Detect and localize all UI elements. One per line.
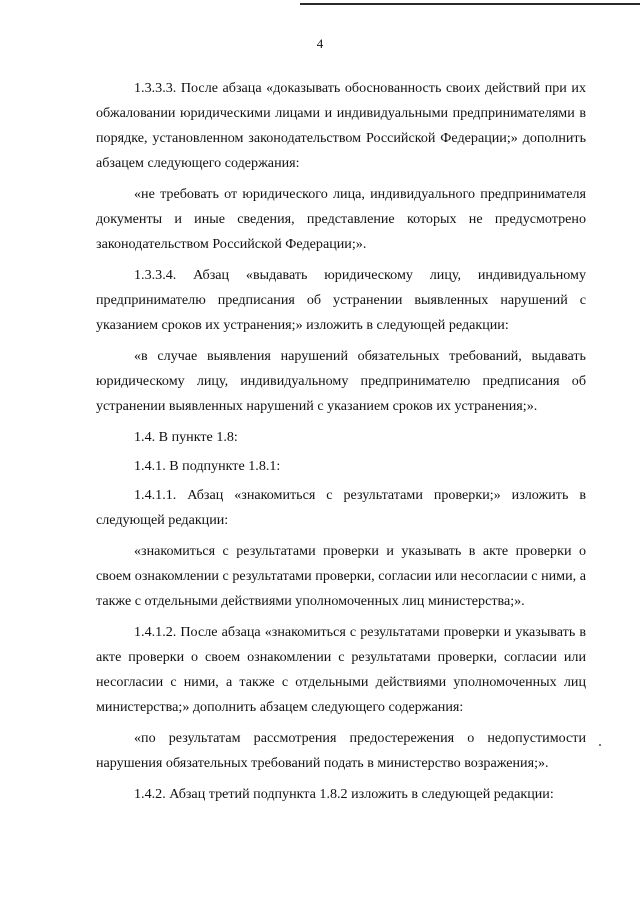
paragraph-1-4-1-2: 1.4.1.2. После абзаца «знакомиться с результатами проверки и указывать в акте проверки о своем ознакомлении с результатами проверки, согласии или несогласии с ними, а также с отдельными действиями уполномоченных лиц министерства;» дополнить абзацем следующего содержания:: [96, 624, 586, 715]
scan-edge-line: [300, 3, 640, 5]
paragraph-quote-2: «в случае выявления нарушений обязательных требований, выдавать юридическому лицу, индивидуальному предпринимателю предписания об устранении выявленных нарушений с указанием сроков их устранения;».: [96, 348, 586, 414]
paragraph-1-4-2: 1.4.2. Абзац третий подпункта 1.8.2 изложить в следующей редакции:: [134, 786, 554, 802]
paragraph-1-4-1: 1.4.1. В подпункте 1.8.1:: [134, 458, 281, 474]
scan-speck: [599, 744, 601, 746]
page-number: 4: [316, 36, 324, 51]
paragraph-1-4-1-1: 1.4.1.1. Абзац «знакомиться с результатами проверки;» изложить в следующей редакции:: [96, 487, 586, 528]
paragraph-1-3-3-4: 1.3.3.4. Абзац «выдавать юридическому лицу, индивидуальному предпринимателю предписания об устранении выявленных нарушений с указанием сроков их устранения;» изложить в следующей редакции:: [96, 267, 586, 333]
paragraph-quote-4: «по результатам рассмотрения предостережения о недопустимости нарушения обязательных требований подать в министерство возражения;».: [96, 730, 586, 771]
paragraph-quote-3: «знакомиться с результатами проверки и указывать в акте проверки о своем ознакомлении с результатами проверки, согласии или несогласии с ними, а также с отдельными действиями уполномоченных лиц министерства;».: [96, 543, 586, 609]
paragraph-1-3-3-3: 1.3.3.3. После абзаца «доказывать обоснованность своих действий при их обжаловании юридическими лицами и индивидуальными предпринимателями в порядке, установленном законодательством Российской Федерации;» дополнить абзацем следующего содержания:: [96, 80, 586, 171]
document-body: [96, 76, 586, 813]
paragraph-1-4: 1.4. В пункте 1.8:: [134, 429, 238, 445]
paragraph-quote-1: «не требовать от юридического лица, индивидуального предпринимателя документы и иные сведения, представление которых не предусмотрено законодательством Российской Федерации;».: [96, 186, 586, 252]
